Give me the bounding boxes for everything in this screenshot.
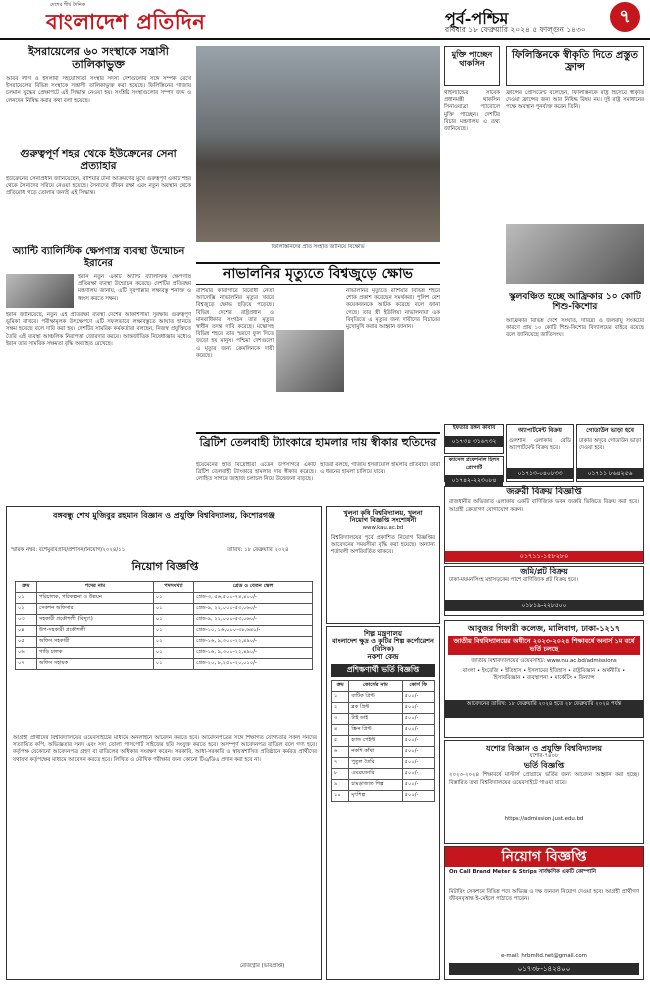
ad-godown-title: গোডাউন ভাড়া হবে (586, 427, 634, 434)
table-cell: ০৭ (16, 659, 37, 670)
table-cell: নকশি কাঁথা (349, 746, 402, 757)
course-table-body (332, 691, 435, 801)
jessore-notice (444, 740, 644, 844)
table-cell: গ্রেড-৯, ২২,০০০-৫৩,০৬০/- (194, 604, 313, 615)
table-cell: ৫০০/- (402, 713, 434, 724)
table-cell: মৃৎশিল্প (349, 790, 402, 801)
ad-land (444, 566, 644, 616)
job-notice-sub: On Call Brand Meter & Strips সার্বক্ষণিক একটি কোম্পানি (449, 869, 596, 876)
table-cell: গ্রেড-১০, ১৬,০০০-৩৮,৬৪০/- (194, 626, 313, 637)
masthead (0, 0, 650, 40)
table-cell: পরিচালক, পরিকল্পনা ও উন্নয়ন (37, 593, 154, 604)
ad-godown-phone: ০১৭১১ ৮৬৪২৫৬ (577, 468, 643, 479)
table-cell: গ্রেড-২০, ৮,২৫০-২০,০১০/- (194, 659, 313, 670)
table-cell: ০১ (153, 593, 193, 604)
bscic-admission: প্রশিক্ষণার্থী ভর্তি বিজ্ঞপ্তি (331, 664, 435, 677)
college-subjects: বাংলা • ইংরেজি • ইতিহাস • ইসলামের ইতিহাস • রাষ্ট্রবিজ্ঞান • অর্থনীতি • হিসাববিজ্ঞান • ব্যবস্থাপনা • মার্কেটিং • ফিন্যান্স (462, 668, 626, 682)
course-table-header (332, 680, 435, 691)
table-row (16, 659, 313, 670)
table-cell: ৪ (332, 724, 349, 735)
table-cell: ০২ (16, 604, 37, 615)
table-cell: ৫ (332, 735, 349, 746)
ad-property-title: ক্যাসেল প্রফেশনাল হিলস প্রোপার্টি (448, 457, 500, 471)
ad-land-phone: ০১৮১৯-২২৮৫০০ (445, 600, 643, 611)
col-post: পদের নাম (37, 582, 154, 593)
table-cell: ২ (332, 702, 349, 713)
positions-table-body (16, 593, 313, 670)
ad-godown-text: ঢাকার অদূরে গোডাউন ভাড়া দেওয়া হবে। (579, 438, 641, 452)
khulna-web: www.kau.ac.bd (362, 524, 404, 531)
table-cell: ৭ (332, 757, 349, 768)
positions-table (15, 581, 313, 670)
article-africa: আফ্রিকার বিভিন্ন দেশে সংঘাত, দারিদ্র্য ও জলবায়ু সংকটের কারণে প্রায় ১০ কোটি শিশু-কিশোর বিদ্যালয়ের বাইরে রয়েছে বলে জানিয়েছে জাতিসংঘ। (506, 318, 644, 339)
article-ukraine: ইউক্রেনের সেনাপ্রধান জানিয়েছেন, রাশিয়ার টানা আক্রমণের মুখে গুরুত্বপূর্ণ একটি শহর থেকে সৈন্যদের সরিয়ে নেওয়া হয়েছে। সৈন্যদের জীবন রক্ষা এবং নতুন অবস্থান থেকে প্রতিরোধ গড়ে তোলার জন্যই এই সিদ্ধান্ত। (6, 176, 191, 197)
protest-photo (196, 46, 440, 242)
bscic-corp: বাংলাদেশ ক্ষুদ্র ও কুটির শিল্প কর্পোরেশন (বিসিক) (332, 637, 434, 653)
table-cell: ১ (332, 691, 349, 702)
table-cell: ০১ (153, 626, 193, 637)
dateline: রবিবার ১৮ ফেব্রুয়ারি ২০২৪ ৫ ফাল্গুন ১৪৩০ (445, 25, 586, 34)
ad-iftar (444, 424, 504, 454)
table-cell: ৬ (332, 746, 349, 757)
table-row (16, 637, 313, 648)
job-notice (444, 846, 644, 980)
table-cell: পুতুল তৈরি (349, 757, 402, 768)
table-cell: গ্রেড-১৬, ৯,৩০০-২২,৪৯০/- (194, 637, 313, 648)
ad-property (444, 456, 504, 482)
college-title: আবুজর গিফারী কলেজ, মালিবাগ, ঢাকা-১২১৭ (467, 623, 621, 633)
table-cell: ০৫ (16, 637, 37, 648)
table-cell: অফিস সহায়ক (37, 659, 154, 670)
college-deadline: আবেদনের তারিখ: ১৮ ফেব্রুয়ারি ২০২৪ হতে ২৮ ফেব্রুয়ারি ২০২৪ পর্যন্ত (445, 700, 643, 718)
table-cell: গ্রেড-৩, ৫৬,৫০০-৭৪,৪০০/- (194, 593, 313, 604)
table-cell: এমব্রয়ডারি (349, 768, 402, 779)
ad-iftar-title: ইফতার রঙ্গন কাবাব (452, 425, 496, 431)
article-iran: ইরান নতুন একটি অ্যান্টি ব্যালিস্টিক ক্ষেপণাস্ত্র প্রতিরক্ষা ব্যবস্থা উন্মোচন করেছে। দেশটির প্রতিরক্ষা মন্ত্রণালয় জানায়, এটি দূরপাল্লার লক্ষ্যবস্তু শনাক্ত ও ধ্বংস করতে সক্ষম। (78, 274, 191, 302)
table-cell: ৫০০/- (402, 790, 434, 801)
section-name: পূর্ব-পশ্চিম (445, 9, 509, 28)
jessore-web: https://admission.just.edu.bd (504, 816, 584, 823)
university-name: বঙ্গবন্ধু শেখ মুজিবুর রহমান বিজ্ঞান ও প্রযুক্তি বিশ্ববিদ্যালয়, কিশোরগঞ্জ (53, 510, 275, 520)
table-cell: ০১ (153, 604, 193, 615)
france-palestine-photo (506, 224, 644, 284)
photo-caption: ফিলিস্তিনিদের প্রতি সংহতি জানিয়ে বিক্ষোভ (271, 244, 365, 250)
col-count: পদসংখ্যা (153, 582, 193, 593)
table-cell: ০১ (153, 659, 193, 670)
table-cell: ৫০০/- (402, 735, 434, 746)
table-cell: হ্যান্ড পেইন্ট (349, 735, 402, 746)
table-row (332, 691, 435, 702)
table-row (16, 593, 313, 604)
table-row (332, 713, 435, 724)
table-cell: ০৬ (16, 648, 37, 659)
col-serial: ক্রম (16, 582, 37, 593)
table-row (332, 779, 435, 790)
ad-land-title: জমি/প্লট বিক্রয় (520, 566, 568, 576)
table-cell: ০১ (153, 615, 193, 626)
col-grade: গ্রেড ও বেতন স্কেল (194, 582, 313, 593)
university-signature: রেজিস্ট্রার (ভারপ্রাপ্ত) (239, 963, 285, 969)
table-row (332, 790, 435, 801)
table-cell: ১০ (332, 790, 349, 801)
table-row (332, 768, 435, 779)
table-cell: ৫০০/- (402, 779, 434, 790)
table-row (16, 626, 313, 637)
job-notice-title: নিয়োগ বিজ্ঞপ্তি (445, 847, 643, 867)
ad-urgent-sale-text: রাজধানীর অভিজাত এলাকায় একটি বাণিজ্যিক ভবন জরুরি ভিত্তিতে বিক্রয় করা হবে। আগ্রহী ক্রেতাগণ যোগাযোগ করুন। (449, 499, 639, 513)
table-cell: স্ক্রিন প্রিন্ট (349, 724, 402, 735)
article-thaksin: থাইল্যান্ডের সাবেক প্রধানমন্ত্রী থাকসিন সিনাওয়াত্রা প্যারোলে মুক্তি পাচ্ছেন। দেশটির বিচার মন্ত্রণালয় এ তথ্য জানিয়েছে। (444, 90, 500, 133)
table-cell: ৮ (332, 768, 349, 779)
table-row (16, 648, 313, 659)
table-row (16, 615, 313, 626)
headline-africa: স্কুলবঞ্চিত হচ্ছে আফ্রিকার ১০ কোটি শিশু-কিশোর (509, 292, 641, 313)
table-cell: ০১ (153, 648, 193, 659)
course-col-fee: কোর্স ফি (402, 680, 434, 691)
table-cell: গ্রেড-১৬, ৯,৩০০-২২,৪৯০/- (194, 648, 313, 659)
table-cell: চামড়াজাত শিল্প (349, 779, 402, 790)
article-british-tanker-cont: হুতিরা বলছে, গাজায় ইসরায়েলি হামলার প্রতিবাদে তারা এ ধরনের হামলা চালিয়ে যাবে। (320, 462, 440, 476)
article-navalny-cont: নাভালনির মৃত্যুতে রাশিয়ার বিভিন্ন শহরে শোক প্রকাশ করেছেন সমর্থকরা। পুলিশ বেশ কয়েকজনকে আটক করেছে বলে জানা গেছে। তার স্ত্রী ইউলিয়া নাভালনায়া এক বিবৃতিতে এ মৃত্যুর জন্য দায়ীদের বিচারের মুখোমুখি করার আহ্বান জানান। (346, 288, 440, 331)
ad-urgent-sale-title: জরুরী বিক্রয় বিজ্ঞপ্তি (506, 487, 582, 497)
table-row (332, 757, 435, 768)
positions-table-header (16, 582, 313, 593)
job-notice-email: e-mail: hrbmltd.net@gmail.com (501, 953, 587, 960)
ad-iftar-phone: ০১৭৩৪ ৩১৬৭৩২ (445, 436, 503, 447)
ad-apartment (506, 424, 574, 482)
table-row (332, 746, 435, 757)
table-cell: ৫০০/- (402, 702, 434, 713)
table-cell: ০৪ (16, 626, 37, 637)
khulna-notice-title: নিয়োগ বিজ্ঞপ্তি সংশোধনী (349, 516, 417, 525)
headline-thaksin: মুক্তি পাচ্ছেন থাকসিন (444, 46, 500, 86)
course-col-name: কোর্সের নাম (349, 680, 402, 691)
course-col-serial: ক্রম (332, 680, 349, 691)
khulna-text: বিশ্ববিদ্যালয়ের পূর্বে প্রকাশিত নিয়োগ বিজ্ঞপ্তির আবেদনের সময়সীমা বৃদ্ধি করা হয়েছে। অন্যান্য শর্তাবলী অপরিবর্তিত থাকবে। (331, 534, 435, 556)
table-cell: গ্রেড-৯, ২২,০০০-৫৩,০৬০/- (194, 615, 313, 626)
table-cell: সেকশন অফিসার (37, 604, 154, 615)
article-france-palestine: ফ্রান্সের প্রেসিডেন্ট বলেছেন, ফিলিস্তিনকে রাষ্ট্র হিসেবে স্বীকৃতি দেওয়া ফ্রান্সের জন্য আর নিষিদ্ধ বিষয় নয়। দুই রাষ্ট্র সমাধানের পক্ষে অবস্থান পুনর্ব্যক্ত করেন তিনি। (506, 90, 644, 111)
headline-france-palestine: ফিলিস্তিনকে স্বীকৃতি দিতে প্রস্তুত ফ্রান্স (506, 46, 644, 86)
college-admission-line: জাতীয় বিশ্ববিদ্যালয়ের অধীনে ২০২৩-২০২৪ শিক্ষাবর্ষে অনার্স ১ম বর্ষে ভর্তি চলছে (448, 636, 640, 655)
university-instructions: আগ্রহী প্রার্থীদের বিশ্ববিদ্যালয়ের ওয়েবসাইটের মাধ্যমে অনলাইনে আবেদন করতে হবে। আবেদনপত্রের সঙ্গে শিক্ষাগত যোগ্যতার সকল সনদের সত্যায়িত কপি, অভিজ্ঞতার সনদ এবং সদ্য তোলা পাসপোর্ট সাইজের ছবি সংযুক্ত করতে হবে। অসম্পূর্ণ আবেদনপত্র বাতিল বলে গণ্য হবে। কর্তৃপক্ষ যেকোনো আবেদনপত্র গ্রহণ বা বাতিলের অধিকার সংরক্ষণ করেন। সরকারি, আধা-সরকারি ও স্বায়ত্তশাসিত প্রতিষ্ঠানে কর্মরত প্রার্থীদের যথাযথ কর্তৃপক্ষের মাধ্যমে আবেদন করতে হবে। লিখিত ও মৌখিক পরীক্ষার জন্য কোনো টিএ/ডিএ প্রদান করা হবে না। (13, 735, 317, 763)
navalny-portrait (276, 330, 344, 392)
ad-apartment-text: গুলশান এলাকায় রেডি অ্যাপার্টমেন্ট বিক্রয় হবে। (509, 438, 571, 452)
bscic-center: নকশা কেন্দ্র (367, 651, 399, 661)
table-cell: ৫০০/- (402, 746, 434, 757)
table-cell: ৫০০/- (402, 768, 434, 779)
job-notice-text: মিটারিং সেকশনে বিভিন্ন পদে অভিজ্ঞ ও দক্ষ জনবল নিয়োগ দেওয়া হবে। আগ্রহী প্রার্থীগণ জীবনবৃত্তান্ত ই-মেইলে পাঠাতে পারেন। (449, 889, 639, 903)
headline-israel: ইসরায়েলের ৬০ সংস্থাকে সন্ত্রাসী তালিকাভুক্ত (28, 45, 169, 71)
bscic-notice (326, 626, 440, 980)
university-date: তারিখ: ১৮ ফেব্রুয়ারি ২০২৪ (227, 547, 289, 553)
college-website: জাতীয় বিশ্ববিদ্যালয়ের ওয়েবসাইট: www.nu.ac.bd/admissions (471, 658, 617, 665)
table-cell: ৫০০/- (402, 757, 434, 768)
table-row (332, 702, 435, 713)
khulna-title: খুলনা কৃষি বিশ্ববিদ্যালয়, খুলনা (343, 509, 423, 517)
jessore-text: ২০২৩-২০২৪ শিক্ষাবর্ষে মাস্টার্স প্রোগ্রামে ভর্তির জন্য আবেদন আহ্বান করা হচ্ছে। বিস্তারিত তথ্য বিশ্ববিদ্যালয়ের ওয়েবসাইটে পাওয়া যাবে। (449, 772, 639, 786)
table-cell: ৯ (332, 779, 349, 790)
article-navalny: রাশিয়ার কারাগারে বিরোধী নেতা অ্যালেক্সি নাভালনির মৃত্যুর খবরে বিশ্বজুড়ে ক্ষোভ ছড়িয়ে পড়েছে। বিভিন্ন দেশের রাষ্ট্রপ্রধান ও মানবাধিকার সংগঠন তার মৃত্যুর স্বাধীন তদন্ত দাবি করেছে। মস্কোসহ বিভিন্ন শহরে তার স্মরণে ফুল দিতে জড়ো হয় মানুষ। পশ্চিমা দেশগুলো এ মৃত্যুর জন্য ক্রেমলিনকে দায়ী করেছে। (196, 288, 274, 359)
table-cell: সহকারী প্রকৌশলী (বিদ্যুৎ) (37, 615, 154, 626)
table-cell: ৫০০/- (402, 724, 434, 735)
table-cell: গাড়ি চালক (37, 648, 154, 659)
course-table (331, 680, 435, 802)
table-cell: ০১ (16, 593, 37, 604)
table-cell: উপ-সহকারী প্রকৌশলী (37, 626, 154, 637)
ad-urgent-sale (444, 486, 644, 564)
ad-apartment-phone: ০১৭১৩-০৪০৮৩৩ (507, 468, 573, 479)
left-column-continued: ইরান জানিয়েছে, নতুন এই প্রতিরক্ষা ব্যবস্থা দেশের আকাশসীমা সুরক্ষায় গুরুত্বপূর্ণ ভূমিকা রাখবে। পরীক্ষামূলক উৎক্ষেপণে এটি সফলভাবে লক্ষ্যবস্তুতে আঘাত হানতে সক্ষম হয়েছে বলে দাবি করা হয়। দেশটির সামরিক কর্মকর্তারা বলছেন, নিজস্ব প্রযুক্তিতে তৈরি এই ব্যবস্থা আঞ্চলিক নিরাপত্তা জোরদার করবে। আন্তর্জাতিক নিষেধাজ্ঞার মধ্যেও ইরান তার সামরিক সক্ষমতা বৃদ্ধি অব্যাহত রেখেছে। (6, 312, 191, 347)
ad-urgent-sale-phone: ০১৭১১-১৫৮২৮০ (445, 551, 643, 562)
university-notice-title: নিয়োগ বিজ্ঞপ্তি (131, 560, 199, 573)
university-notice (6, 506, 322, 980)
university-memo: স্মারক নম্বর: বশেমুরবিপ্রবি/প্রশাসন/নিয়োগ/২০২৪/১১ (11, 547, 126, 553)
ad-godown (576, 424, 644, 482)
table-row (16, 604, 313, 615)
table-cell: ব্লক প্রিন্ট (349, 702, 402, 713)
ad-property-phone: ০১৭৪২-২২৩০৮৪ (445, 475, 503, 486)
table-cell: ৩ (332, 713, 349, 724)
logo-tagline: দেশের শীর্ষ দৈনিক (50, 2, 86, 8)
page-number: ৭ (610, 2, 640, 32)
table-cell: অফিস সহকারী (37, 637, 154, 648)
table-row (332, 724, 435, 735)
headline-british-tanker: ব্রিটিশ তেলবাহী ট্যাংকারে হামলার দায় স্বীকার হুতিদের (196, 432, 440, 450)
jessore-notice-title: ভর্তি বিজ্ঞপ্তি (523, 760, 565, 771)
headline-navalny: নাভালনির মৃত্যুতে বিশ্বজুড়ে ক্ষোভ (196, 262, 440, 285)
headline-iran: অ্যান্টি ব্যালিস্টিক ক্ষেপণাস্ত্র ব্যবস্থা উন্মোচন ইরানের (12, 246, 185, 269)
table-cell: ৫০০/- (402, 691, 434, 702)
ad-land-text: ঢাকা-ময়মনসিংহ মহাসড়কের পাশে বাণিজ্যিক প্লট বিক্রয় হবে। (449, 577, 578, 584)
left-column (6, 46, 191, 308)
table-cell: ০২ (153, 637, 193, 648)
bscic-ministry: শিল্প মন্ত্রণালয় (364, 629, 402, 638)
newspaper-logo: বাংলাদেশ প্রতিদিন (46, 9, 206, 34)
table-row (332, 735, 435, 746)
table-cell: টাই ডাই (349, 713, 402, 724)
table-cell: বাটিক প্রিন্ট (349, 691, 402, 702)
khulna-notice (326, 506, 440, 624)
missile-photo (6, 274, 74, 308)
ad-apartment-title: অ্যাপার্টমেন্ট বিক্রয় (518, 427, 562, 434)
jessore-sub: যশোর-৭৪০৮ (529, 753, 559, 760)
article-israel: আরব লীগ ও ইসলামী সহযোগিতা সংস্থার সদস্য দেশগুলোর সঙ্গে সম্পর্ক রেখে ইসরায়েলের বিভিন্ন সংস্থাকে সন্ত্রাসী তালিকাভুক্ত করা হয়েছে। ফিলিস্তিনের গাজায় চলমান যুদ্ধের প্রেক্ষাপটে এই সিদ্ধান্ত নেওয়া হয়। সংশ্লিষ্ট সংস্থাগুলোর সম্পদ জব্দ ও লেনদেন নিষিদ্ধ করার কথা বলা হয়েছে। (6, 76, 191, 104)
college-notice (444, 620, 644, 738)
job-notice-phone: ০১৭৩৮-১৪২৪০০ (449, 963, 639, 975)
right-column (444, 46, 644, 426)
article-british-tanker: ইয়েমেনের হুতি বিদ্রোহীরা এডেন উপসাগরে একটি ব্রিটিশ তেলবাহী ট্যাংকারে হামলার দায় স্বীকার করেছে। লোহিত সাগরে জাহাজ চলাচল নিয়ে উত্তেজনা বাড়ছে। (196, 462, 316, 483)
jessore-title: যশোর বিজ্ঞান ও প্রযুক্তি বিশ্ববিদ্যালয় (485, 743, 602, 753)
table-cell: ০৩ (16, 615, 37, 626)
headline-ukraine: গুরুত্বপূর্ণ শহর থেকে ইউক্রেনের সেনা প্রত্যাহার (20, 148, 177, 173)
